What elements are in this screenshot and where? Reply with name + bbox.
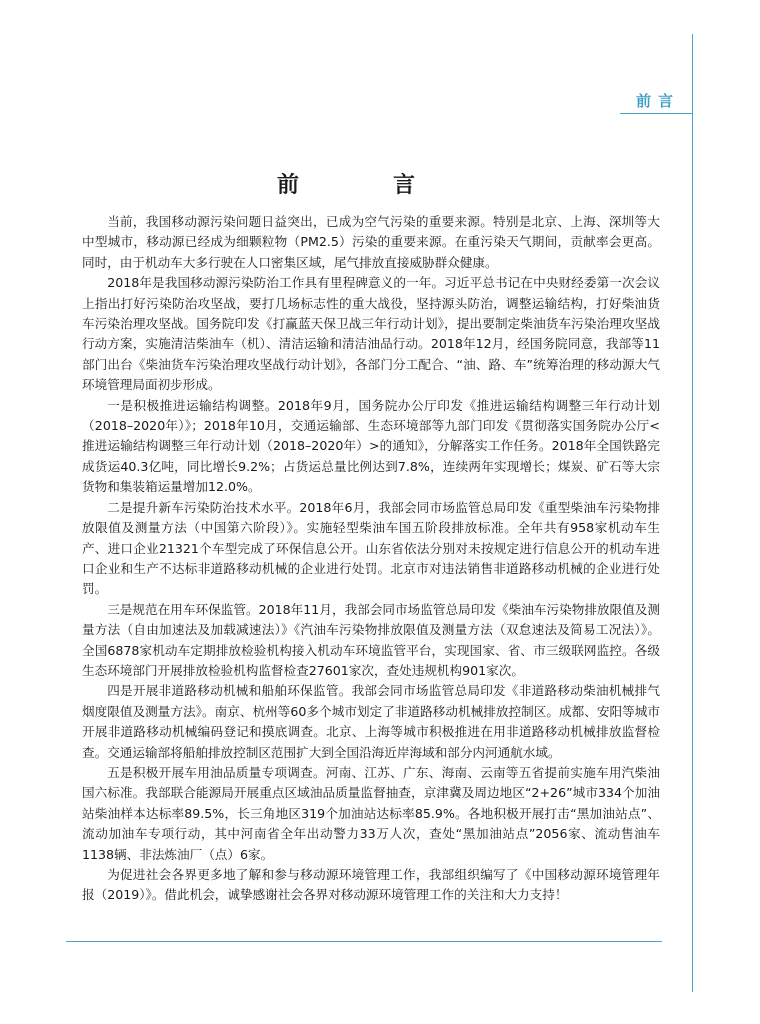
running-header: 前言 [636, 92, 681, 110]
margin-vertical-rule [692, 34, 693, 992]
paragraph: 一是积极推进运输结构调整。2018年9月，国务院办公厅印发《推进运输结构调整三年行动计划（2018–2020年）》；2018年10月，交通运输部、生态环境部等九部门印发《贯彻落实国务院办公厅<推进运输结构调整三年行动计划（2018–2020年）>的通知》，分解落实工作任务。2018年全国铁路完成货运40.3亿吨，同比增长9.2%；占货运总量比例达到7.8%，连续两年实现增长；煤炭、矿石等大宗货物和集装箱运量增加12.0%。 [82, 397, 660, 495]
page-title: 前 言 [276, 172, 451, 198]
body-text [82, 212, 660, 906]
paragraph: 五是积极开展车用油品质量专项调查。河南、江苏、广东、海南、云南等五省提前实施车用汽柴油国六标准。我部联合能源局开展重点区域油品质量监督抽查，京津冀及周边地区“2+26”城市334个加油站柴油样本达标率89.5%，长三角地区319个加油站达标率85.9%。各地积极开展打击“黑加油站点”、流动加油车专项行动，其中河南省全年出动警力33万人次，查处“黑加油站点”2056家、流动售油车1138辆、非法炼油厂（点）6家。 [82, 764, 660, 862]
paragraph: 三是规范在用车环保监管。2018年11月，我部会同市场监管总局印发《柴油车污染物排放限值及测量方法（自由加速法及加载减速法）》《汽油车污染物排放限值及测量方法（双怠速法及简易工况法）》。全国6878家机动车定期排放检验机构接入机动车环境监管平台，实现国家、省、市三级联网监控。各级生态环境部门开展排放检验机构监督检查27601家次，查处违规机构901家次。 [82, 601, 660, 678]
footer-rule [66, 941, 662, 942]
paragraph: 2018年是我国移动源污染防治工作具有里程碑意义的一年。习近平总书记在中央财经委第一次会议上指出打好污染防治攻坚战，要打几场标志性的重大战役，坚持源头防治，调整运输结构，打好柴油货车污染治理攻坚战。国务院印发《打赢蓝天保卫战三年行动计划》，提出要制定柴油货车污染治理攻坚战行动方案，实施清洁柴油车（机）、清洁运输和清洁油品行动。2018年12月，经国务院同意，我部等11部门出台《柴油货车污染治理攻坚战行动计划》，各部门分工配合、“油、路、车”统筹治理的移动源大气环境管理局面初步形成。 [82, 275, 660, 393]
paragraph: 二是提升新车污染防治技术水平。2018年6月，我部会同市场监管总局印发《重型柴油车污染物排放限值及测量方法（中国第六阶段）》。实施轻型柴油车国五阶段排放标准。全年共有958家机动车生产、进口企业21321个车型完成了环保信息公开。山东省依法分别对未按规定进行信息公开的机动车进口企业和生产不达标非道路移动机械的企业进行处罚。北京市对违法销售非道路移动机械的企业进行处罚。 [82, 499, 660, 597]
paragraph: 为促进社会各界更多地了解和参与移动源环境管理工作，我部组织编写了《中国移动源环境管理年报（2019）》。借此机会，诚挚感谢社会各界对移动源环境管理工作的关注和大力支持！ [82, 867, 660, 903]
paragraph: 当前，我国移动源污染问题日益突出，已成为空气污染的重要来源。特别是北京、上海、深圳等大中型城市，移动源已经成为细颗粒物（PM2.5）污染的重要来源。在重污染天气期间，贡献率会更高。同时，由于机动车大多行驶在人口密集区域，尾气排放直接威胁群众健康。 [82, 214, 660, 270]
paragraph: 四是开展非道路移动机械和船舶环保监管。我部会同市场监管总局印发《非道路移动柴油机械排气烟度限值及测量方法》。南京、杭州等60多个城市划定了非道路移动机械排放控制区。成都、安阳等城市开展非道路移动机械编码登记和摸底调查。北京、上海等城市积极推进在用非道路移动机械排放监督检查。交通运输部将船舶排放控制区范围扩大到全国沿海近岸海域和部分内河通航水域。 [82, 683, 660, 760]
header-rule [620, 113, 692, 114]
